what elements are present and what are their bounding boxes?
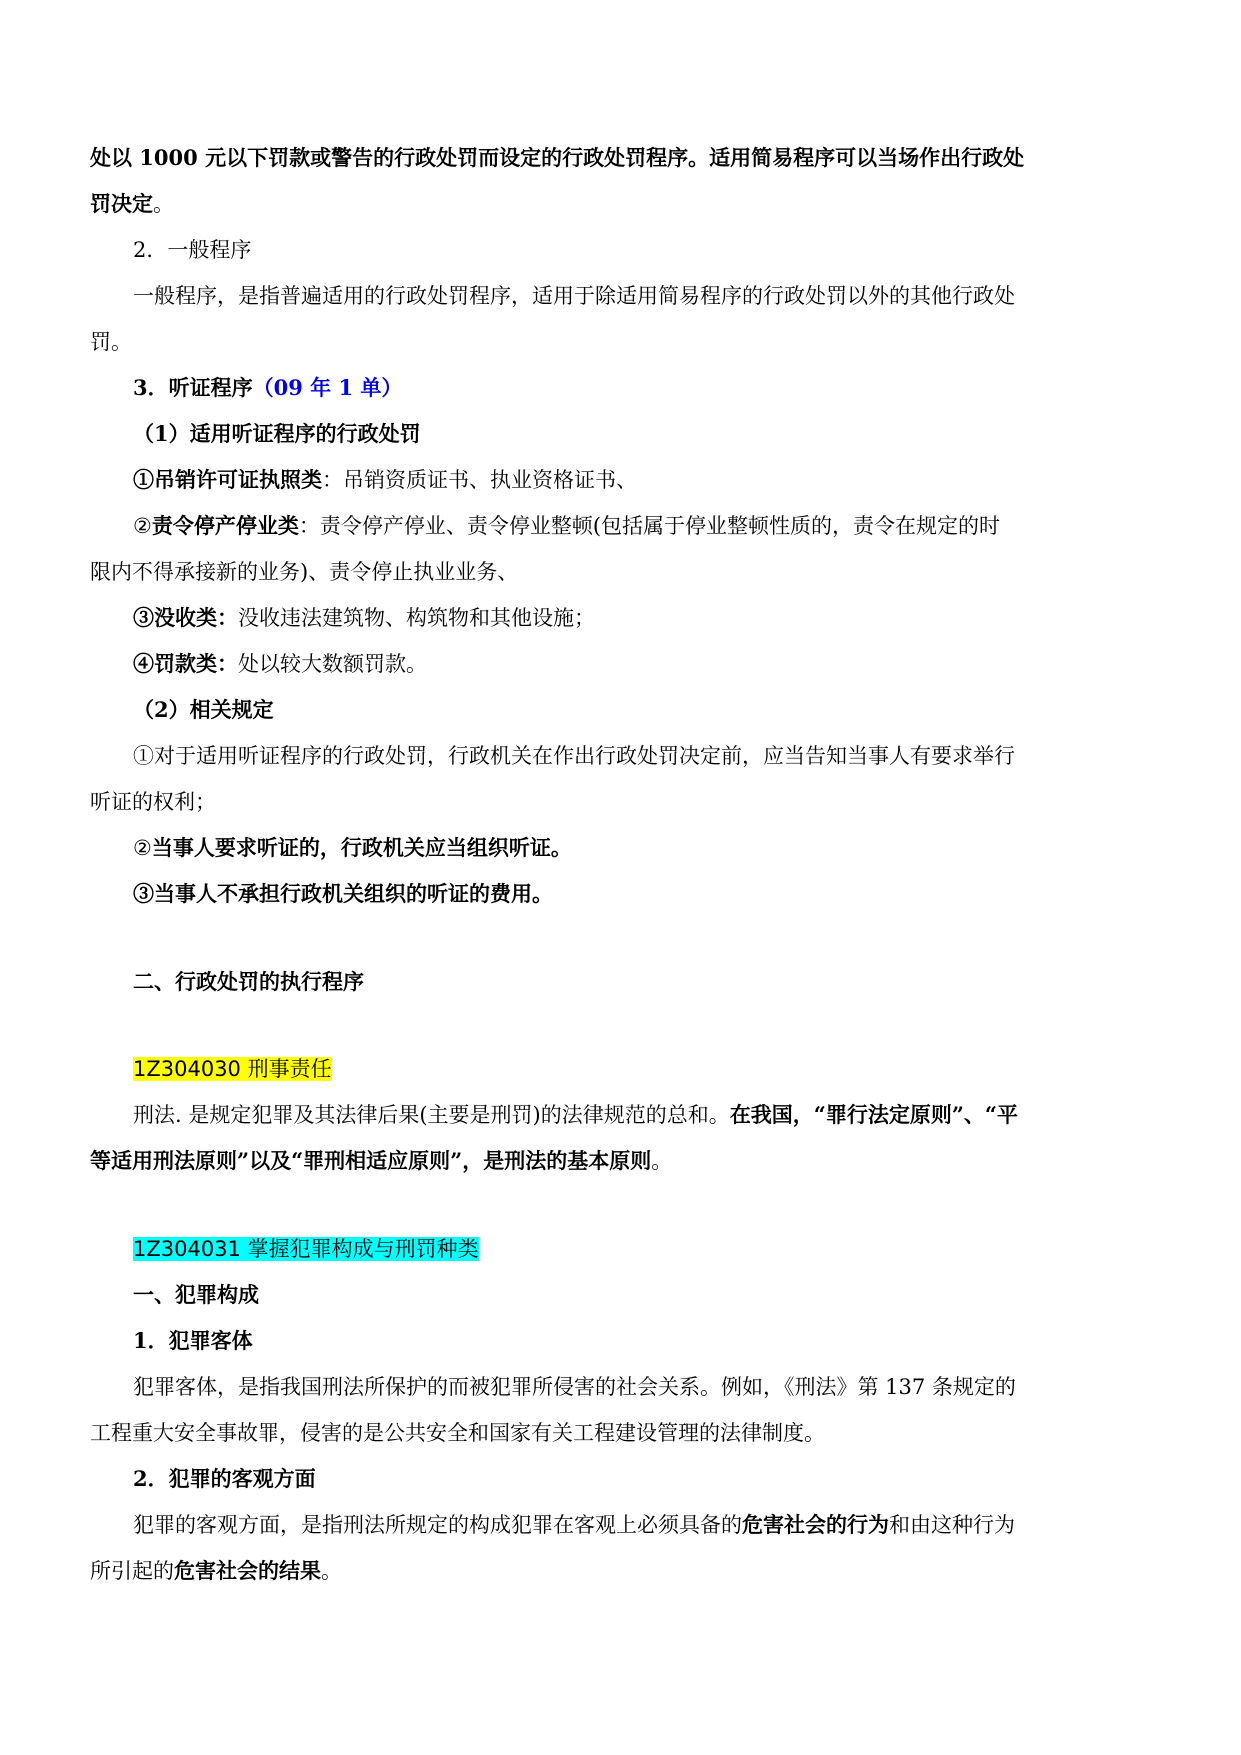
subsection-heading bbox=[133, 695, 1193, 725]
text-segment: 。 bbox=[651, 1149, 673, 1173]
subsection-heading bbox=[133, 419, 1193, 449]
paragraph-line bbox=[90, 557, 1150, 587]
text-segment: 3．听证程序 bbox=[133, 375, 253, 400]
text-segment: ：责令停产停业、责令停业整顿(包括属于停业整顿性质的，责令在规定的时 bbox=[298, 514, 1001, 538]
list-item bbox=[133, 741, 1193, 771]
subsection-heading bbox=[133, 1464, 1193, 1494]
text-segment: 二、行政处罚的执行程序 bbox=[133, 969, 364, 994]
text-segment: （09 年 1 单） bbox=[252, 375, 403, 400]
paragraph-line bbox=[90, 1146, 1150, 1176]
text-segment: ①对于适用听证程序的行政处罚，行政机关在作出行政处罚决定前，应当告知当事人有要求举行 bbox=[133, 744, 1015, 768]
text-segment: 和由这种行为 bbox=[889, 1513, 1015, 1537]
highlighted-heading bbox=[133, 1234, 1193, 1264]
text-segment: 限内不得承接新的业务)、责令停止执业业务、 bbox=[90, 560, 519, 584]
text-segment: 责令停产停业类 bbox=[151, 513, 299, 538]
text-segment: 2．犯罪的客观方面 bbox=[133, 1466, 316, 1491]
text-segment: ①吊销许可证执照类 bbox=[133, 467, 322, 492]
text-segment: 罚。 bbox=[90, 330, 132, 354]
section-heading bbox=[133, 373, 1193, 403]
text-segment: 1Z304030 刑事责任 bbox=[133, 1057, 332, 1081]
text-segment: 处以 1000 元以下罚款或警告的行政处罚而设定的行政处罚程序。适用简易程序可以当场作出行政处 bbox=[90, 145, 1025, 170]
text-segment: 1Z304031 掌握犯罪构成与刑罚种类 bbox=[133, 1237, 479, 1261]
text-segment: 没收违法建筑物、构筑物和其他设施； bbox=[238, 606, 595, 630]
text-segment: 一、犯罪构成 bbox=[133, 1282, 259, 1307]
text-segment: 2．一般程序 bbox=[133, 238, 252, 262]
paragraph-line bbox=[133, 1100, 1193, 1130]
text-segment: 工程重大安全事故罪，侵害的是公共安全和国家有关工程建设管理的法律制度。 bbox=[90, 1421, 825, 1445]
list-item bbox=[133, 879, 1193, 909]
list-item bbox=[133, 833, 1193, 863]
text-segment: ：吊销资质证书、执业资格证书、 bbox=[322, 468, 637, 492]
section-heading bbox=[133, 235, 1193, 265]
section-heading bbox=[133, 1280, 1193, 1310]
text-segment: ④罚款类： bbox=[133, 651, 238, 676]
text-segment: 危害社会的行为 bbox=[742, 1512, 889, 1537]
text-segment: 。 bbox=[153, 192, 174, 216]
paragraph-line bbox=[90, 189, 1150, 219]
text-segment: ③没收类： bbox=[133, 605, 238, 630]
paragraph-line bbox=[90, 1418, 1150, 1448]
paragraph-line bbox=[90, 1556, 1150, 1586]
list-item bbox=[133, 511, 1193, 541]
text-segment: ② bbox=[133, 836, 152, 860]
subsection-heading bbox=[133, 1326, 1193, 1356]
paragraph-line bbox=[90, 327, 1150, 357]
text-segment: 犯罪客体，是指我国刑法所保护的而被犯罪所侵害的社会关系。例如，《刑法》第 137 条规定的 bbox=[133, 1375, 1016, 1399]
text-segment: 等适用刑法原则”以及“罪刑相适应原则”，是刑法的基本原则 bbox=[90, 1148, 652, 1173]
text-segment: 危害社会的结果 bbox=[174, 1558, 321, 1583]
paragraph-line bbox=[90, 787, 1150, 817]
text-segment: 处以较大数额罚款。 bbox=[238, 652, 427, 676]
paragraph-line bbox=[133, 281, 1193, 311]
text-segment: ③当事人不承担行政机关组织的听证的费用。 bbox=[133, 881, 553, 906]
text-segment: 所引起的 bbox=[90, 1559, 174, 1583]
text-segment: 听证的权利； bbox=[90, 790, 216, 814]
paragraph-line bbox=[90, 143, 1150, 173]
text-segment: 犯罪的客观方面，是指刑法所规定的构成犯罪在客观上必须具备的 bbox=[133, 1513, 742, 1537]
text-segment: 。 bbox=[321, 1559, 342, 1583]
list-item bbox=[133, 603, 1193, 633]
paragraph-line bbox=[133, 1510, 1193, 1540]
text-segment: 一般程序，是指普遍适用的行政处罚程序，适用于除适用简易程序的行政处罚以外的其他行政处 bbox=[133, 284, 1015, 308]
text-segment: 当事人要求听证的，行政机关应当组织听证。 bbox=[151, 835, 572, 860]
paragraph-line bbox=[133, 1372, 1193, 1402]
highlighted-heading bbox=[133, 1054, 1193, 1084]
text-segment: 1．犯罪客体 bbox=[133, 1328, 253, 1353]
text-segment: ② bbox=[133, 514, 152, 538]
text-segment: （2）相关规定 bbox=[133, 697, 274, 722]
text-segment: （1）适用听证程序的行政处罚 bbox=[133, 421, 421, 446]
list-item bbox=[133, 465, 1193, 495]
list-item bbox=[133, 649, 1193, 679]
text-segment: 在我国，“罪行法定原则”、“平 bbox=[729, 1102, 1018, 1127]
text-segment: 罚决定 bbox=[90, 191, 153, 216]
section-heading bbox=[133, 967, 1193, 997]
text-segment: 刑法. 是规定犯罪及其法律后果(主要是刑罚)的法律规范的总和。 bbox=[133, 1103, 730, 1127]
